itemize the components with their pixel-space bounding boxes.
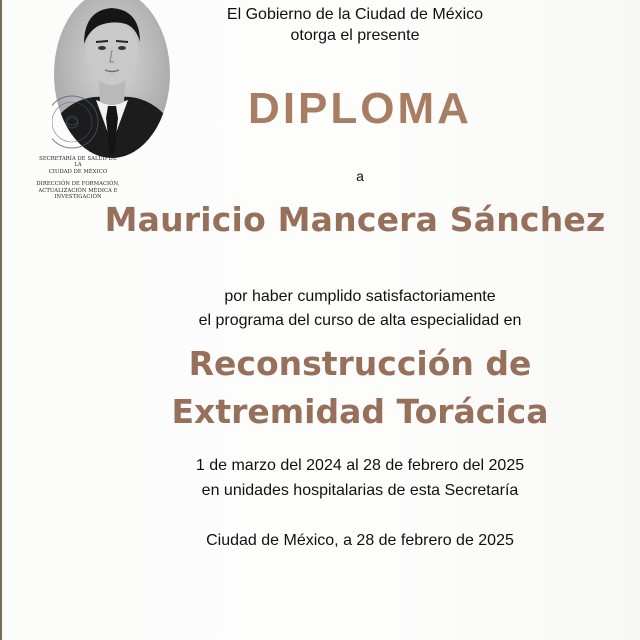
reason-line-1: por haber cumplido satisfactoriamente [224, 288, 496, 305]
dates-line-2: en unidades hospitalarias de esta Secretaría [201, 482, 519, 499]
course-line-2: Extremidad Torácica [171, 392, 549, 431]
course-name [120, 340, 600, 436]
connector-word: a [356, 168, 364, 184]
place-and-date: Ciudad de México, a 28 de febrero de 2025 [206, 532, 514, 549]
page-edge [0, 0, 2, 640]
header-line-2: otorga el presente [290, 27, 420, 44]
recipient-name: Mauricio Mancera Sánchez [104, 200, 606, 239]
dates-line-1: 1 de marzo del 2024 al 28 de febrero del 2025 [195, 457, 525, 474]
seal-line: ACTUALIZACIÓN MÉDICA E [38, 187, 118, 194]
issuer-header [190, 4, 520, 46]
course-line-1: Reconstrucción de [188, 344, 532, 383]
issuing-office-block [36, 156, 120, 200]
seal-line: CIUDAD DE MÉXICO [48, 168, 108, 175]
award-reason [130, 285, 590, 333]
seal-line: INVESTIGACIÓN [54, 194, 102, 201]
seal-line: DIRECCIÓN DE FORMACIÓN, [36, 181, 120, 188]
seal-line: SECRETARÍA DE SALUD DE LA [39, 156, 117, 169]
course-dates [130, 453, 590, 503]
diploma-title: DIPLOMA [248, 84, 472, 133]
header-line-1: El Gobierno de la Ciudad de México [226, 6, 484, 23]
reason-line-2: el programa del curso de alta especialidad en [198, 312, 522, 329]
portrait-photo [52, 0, 172, 164]
